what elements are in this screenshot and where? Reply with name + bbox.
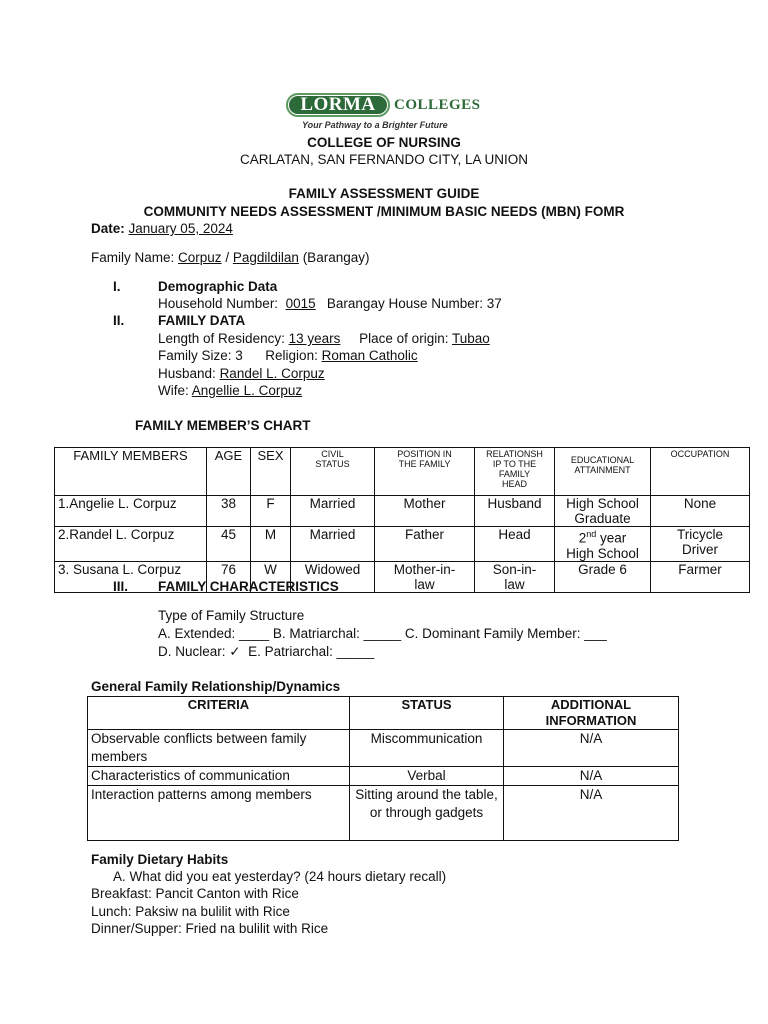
dietary-question: A. What did you eat yesterday? (24 hours dietary recall) xyxy=(113,869,447,884)
structure-options-line-2 xyxy=(158,644,374,660)
barangay-note: (Barangay) xyxy=(302,250,370,265)
residency-label: Length of Residency: xyxy=(158,331,285,346)
section-3-numeral: III. xyxy=(113,579,129,594)
check-icon: ✓ xyxy=(229,644,241,659)
header-education xyxy=(555,448,651,496)
member-relationship xyxy=(475,561,555,592)
header-occupation: OCCUPATION xyxy=(651,448,750,496)
member-education: Grade 6 xyxy=(555,561,651,592)
member-relationship: Husband xyxy=(475,496,555,527)
family-name-line xyxy=(91,250,369,265)
header-education-line: EDUCATIONAL xyxy=(570,455,635,465)
husband-value: Randel L. Corpuz xyxy=(219,366,325,381)
position-line: law xyxy=(414,576,435,592)
header-additional-info xyxy=(504,697,679,730)
origin-value: Tubao xyxy=(451,331,490,346)
family-members-table xyxy=(54,447,750,593)
member-position: Father xyxy=(375,527,475,562)
occupation-line: Driver xyxy=(682,542,718,557)
section-2-numeral: II. xyxy=(113,313,125,328)
residency-value: 13 years xyxy=(288,331,341,346)
member-name: 2.Randel L. Corpuz xyxy=(55,527,207,562)
member-name: 1.Angelie L. Corpuz xyxy=(55,496,207,527)
section-1-numeral: I. xyxy=(113,279,121,294)
member-sex: M xyxy=(251,527,291,562)
date-value: January 05, 2024 xyxy=(128,221,233,236)
info-cell: N/A xyxy=(504,786,679,841)
table-row xyxy=(88,730,679,767)
member-position: Mother xyxy=(375,496,475,527)
family-chart-title: FAMILY MEMBER’S CHART xyxy=(135,418,311,433)
member-age: 76 xyxy=(207,561,251,592)
header-relationship-line: FAMILY xyxy=(498,469,531,479)
member-age: 38 xyxy=(207,496,251,527)
religion-value: Roman Catholic xyxy=(321,348,418,363)
college-address: CARLATAN, SAN FERNANDO CITY, LA UNION xyxy=(239,152,529,167)
member-civil-status: Married xyxy=(291,527,375,562)
family-name-separator: / xyxy=(225,250,230,265)
occupation-line: Tricycle xyxy=(677,527,723,542)
info-cell: N/A xyxy=(504,730,679,767)
family-surname: Corpuz xyxy=(178,250,222,265)
member-sex: W xyxy=(251,561,291,592)
house-number: Barangay House Number: 37 xyxy=(326,296,502,311)
member-position xyxy=(375,561,475,592)
section-3-title: FAMILY CHARACTERISTICS xyxy=(158,579,339,594)
structure-options-line-1: A. Extended: ____ B. Matriarchal: _____ C. Dominant Family Member: ___ xyxy=(158,626,607,641)
logo-badge: LORMA xyxy=(286,93,390,117)
position-line: Mother-in- xyxy=(393,561,456,577)
table-header-row xyxy=(55,448,750,496)
header-position xyxy=(375,448,475,496)
header-age: AGE xyxy=(207,448,251,496)
husband-label: Husband: xyxy=(158,366,216,381)
header-civil-line: STATUS xyxy=(315,459,350,469)
member-education xyxy=(555,527,651,562)
wife-label: Wife: xyxy=(158,383,189,398)
barangay-name: Pagdildilan xyxy=(232,250,299,265)
family-size: Family Size: 3 xyxy=(158,348,243,363)
document-title: FAMILY ASSESSMENT GUIDE xyxy=(288,186,480,201)
document-subtitle: COMMUNITY NEEDS ASSESSMENT /MINIMUM BASIC NEEDS (MBN) FOMR xyxy=(143,204,625,219)
household-label: Household Number: xyxy=(158,296,279,311)
education-year: year xyxy=(596,530,627,546)
family-name-label: Family Name: xyxy=(91,250,175,265)
nuclear-label: D. Nuclear: xyxy=(158,644,226,659)
member-civil-status: Married xyxy=(291,496,375,527)
wife-line xyxy=(158,383,302,398)
dinner-line: Dinner/Supper: Fried na bulilit with Rice xyxy=(91,921,329,936)
table-row xyxy=(88,786,679,841)
education-ordinal-number: 2 xyxy=(578,530,587,546)
patriarchal-label: E. Patriarchal: _____ xyxy=(248,644,375,659)
education-line: Graduate xyxy=(574,511,631,526)
header-status: STATUS xyxy=(350,697,504,730)
wife-value: Angellie L. Corpuz xyxy=(191,383,303,398)
date-label: Date: xyxy=(91,221,125,236)
relationship-line: law xyxy=(504,576,525,592)
header-relationship-line: HEAD xyxy=(501,479,527,489)
status-cell: Verbal xyxy=(350,767,504,786)
origin-label: Place of origin: xyxy=(359,331,449,346)
table-row xyxy=(88,767,679,786)
household-value: 0015 xyxy=(285,296,316,311)
table-header-row xyxy=(88,697,679,730)
logo-colleges-text: COLLEGES xyxy=(394,97,481,113)
education-ordinal-suffix: nd xyxy=(586,529,597,539)
dietary-title: Family Dietary Habits xyxy=(91,852,229,867)
table-row xyxy=(55,527,750,562)
college-name: COLLEGE OF NURSING xyxy=(307,135,461,150)
member-relationship: Head xyxy=(475,527,555,562)
section-2-title: FAMILY DATA xyxy=(158,313,246,328)
religion-label: Religion: xyxy=(265,348,318,363)
member-occupation xyxy=(651,527,750,562)
residency-line xyxy=(158,331,490,346)
breakfast-line: Breakfast: Pancit Canton with Rice xyxy=(91,886,299,901)
education-line xyxy=(558,527,647,546)
criteria-cell: Interaction patterns among members xyxy=(88,786,350,841)
household-line xyxy=(158,296,502,311)
section-1-title: Demographic Data xyxy=(158,279,278,294)
header-sex: SEX xyxy=(251,448,291,496)
member-sex: F xyxy=(251,496,291,527)
header-position-line: THE FAMILY xyxy=(398,459,451,469)
logo-tagline: Your Pathway to a Brighter Future xyxy=(302,120,448,130)
table-row xyxy=(55,496,750,527)
header-position-line: POSITION IN xyxy=(397,449,452,459)
structure-label: Type of Family Structure xyxy=(158,608,305,623)
education-line: High School xyxy=(566,496,639,511)
education-line: High School xyxy=(566,545,639,561)
member-age: 45 xyxy=(207,527,251,562)
dynamics-table xyxy=(87,696,679,841)
header-relationship-line: IP TO THE xyxy=(492,459,537,469)
header-criteria: CRITERIA xyxy=(88,697,350,730)
member-education xyxy=(555,496,651,527)
header-education-line: ATTAINMENT xyxy=(574,465,631,475)
info-cell: N/A xyxy=(504,767,679,786)
lunch-line: Lunch: Paksiw na bulilit with Rice xyxy=(91,904,290,919)
member-name: 3. Susana L. Corpuz xyxy=(55,561,207,592)
dynamics-title: General Family Relationship/Dynamics xyxy=(91,679,341,694)
header-relationship xyxy=(475,448,555,496)
husband-line xyxy=(158,366,325,381)
member-civil-status: Widowed xyxy=(291,561,375,592)
header-family-members: FAMILY MEMBERS xyxy=(55,448,207,496)
date-line xyxy=(91,221,233,236)
member-occupation: Farmer xyxy=(651,561,750,592)
lorma-colleges-logo xyxy=(286,91,496,133)
criteria-cell: Characteristics of communication xyxy=(88,767,350,786)
criteria-cell: Observable conflicts between family members xyxy=(88,730,350,767)
header-civil-line: CIVIL xyxy=(321,449,344,459)
status-cell: Sitting around the table, or through gadgets xyxy=(350,786,504,841)
header-additional-info-text: ADDITIONAL INFORMATION xyxy=(545,697,637,728)
relationship-line: Son-in- xyxy=(492,561,537,577)
header-relationship-line: RELATIONSH xyxy=(486,449,543,459)
member-occupation: None xyxy=(651,496,750,527)
size-religion-line xyxy=(158,348,418,363)
header-civil-status xyxy=(291,448,375,496)
status-cell: Miscommunication xyxy=(350,730,504,767)
